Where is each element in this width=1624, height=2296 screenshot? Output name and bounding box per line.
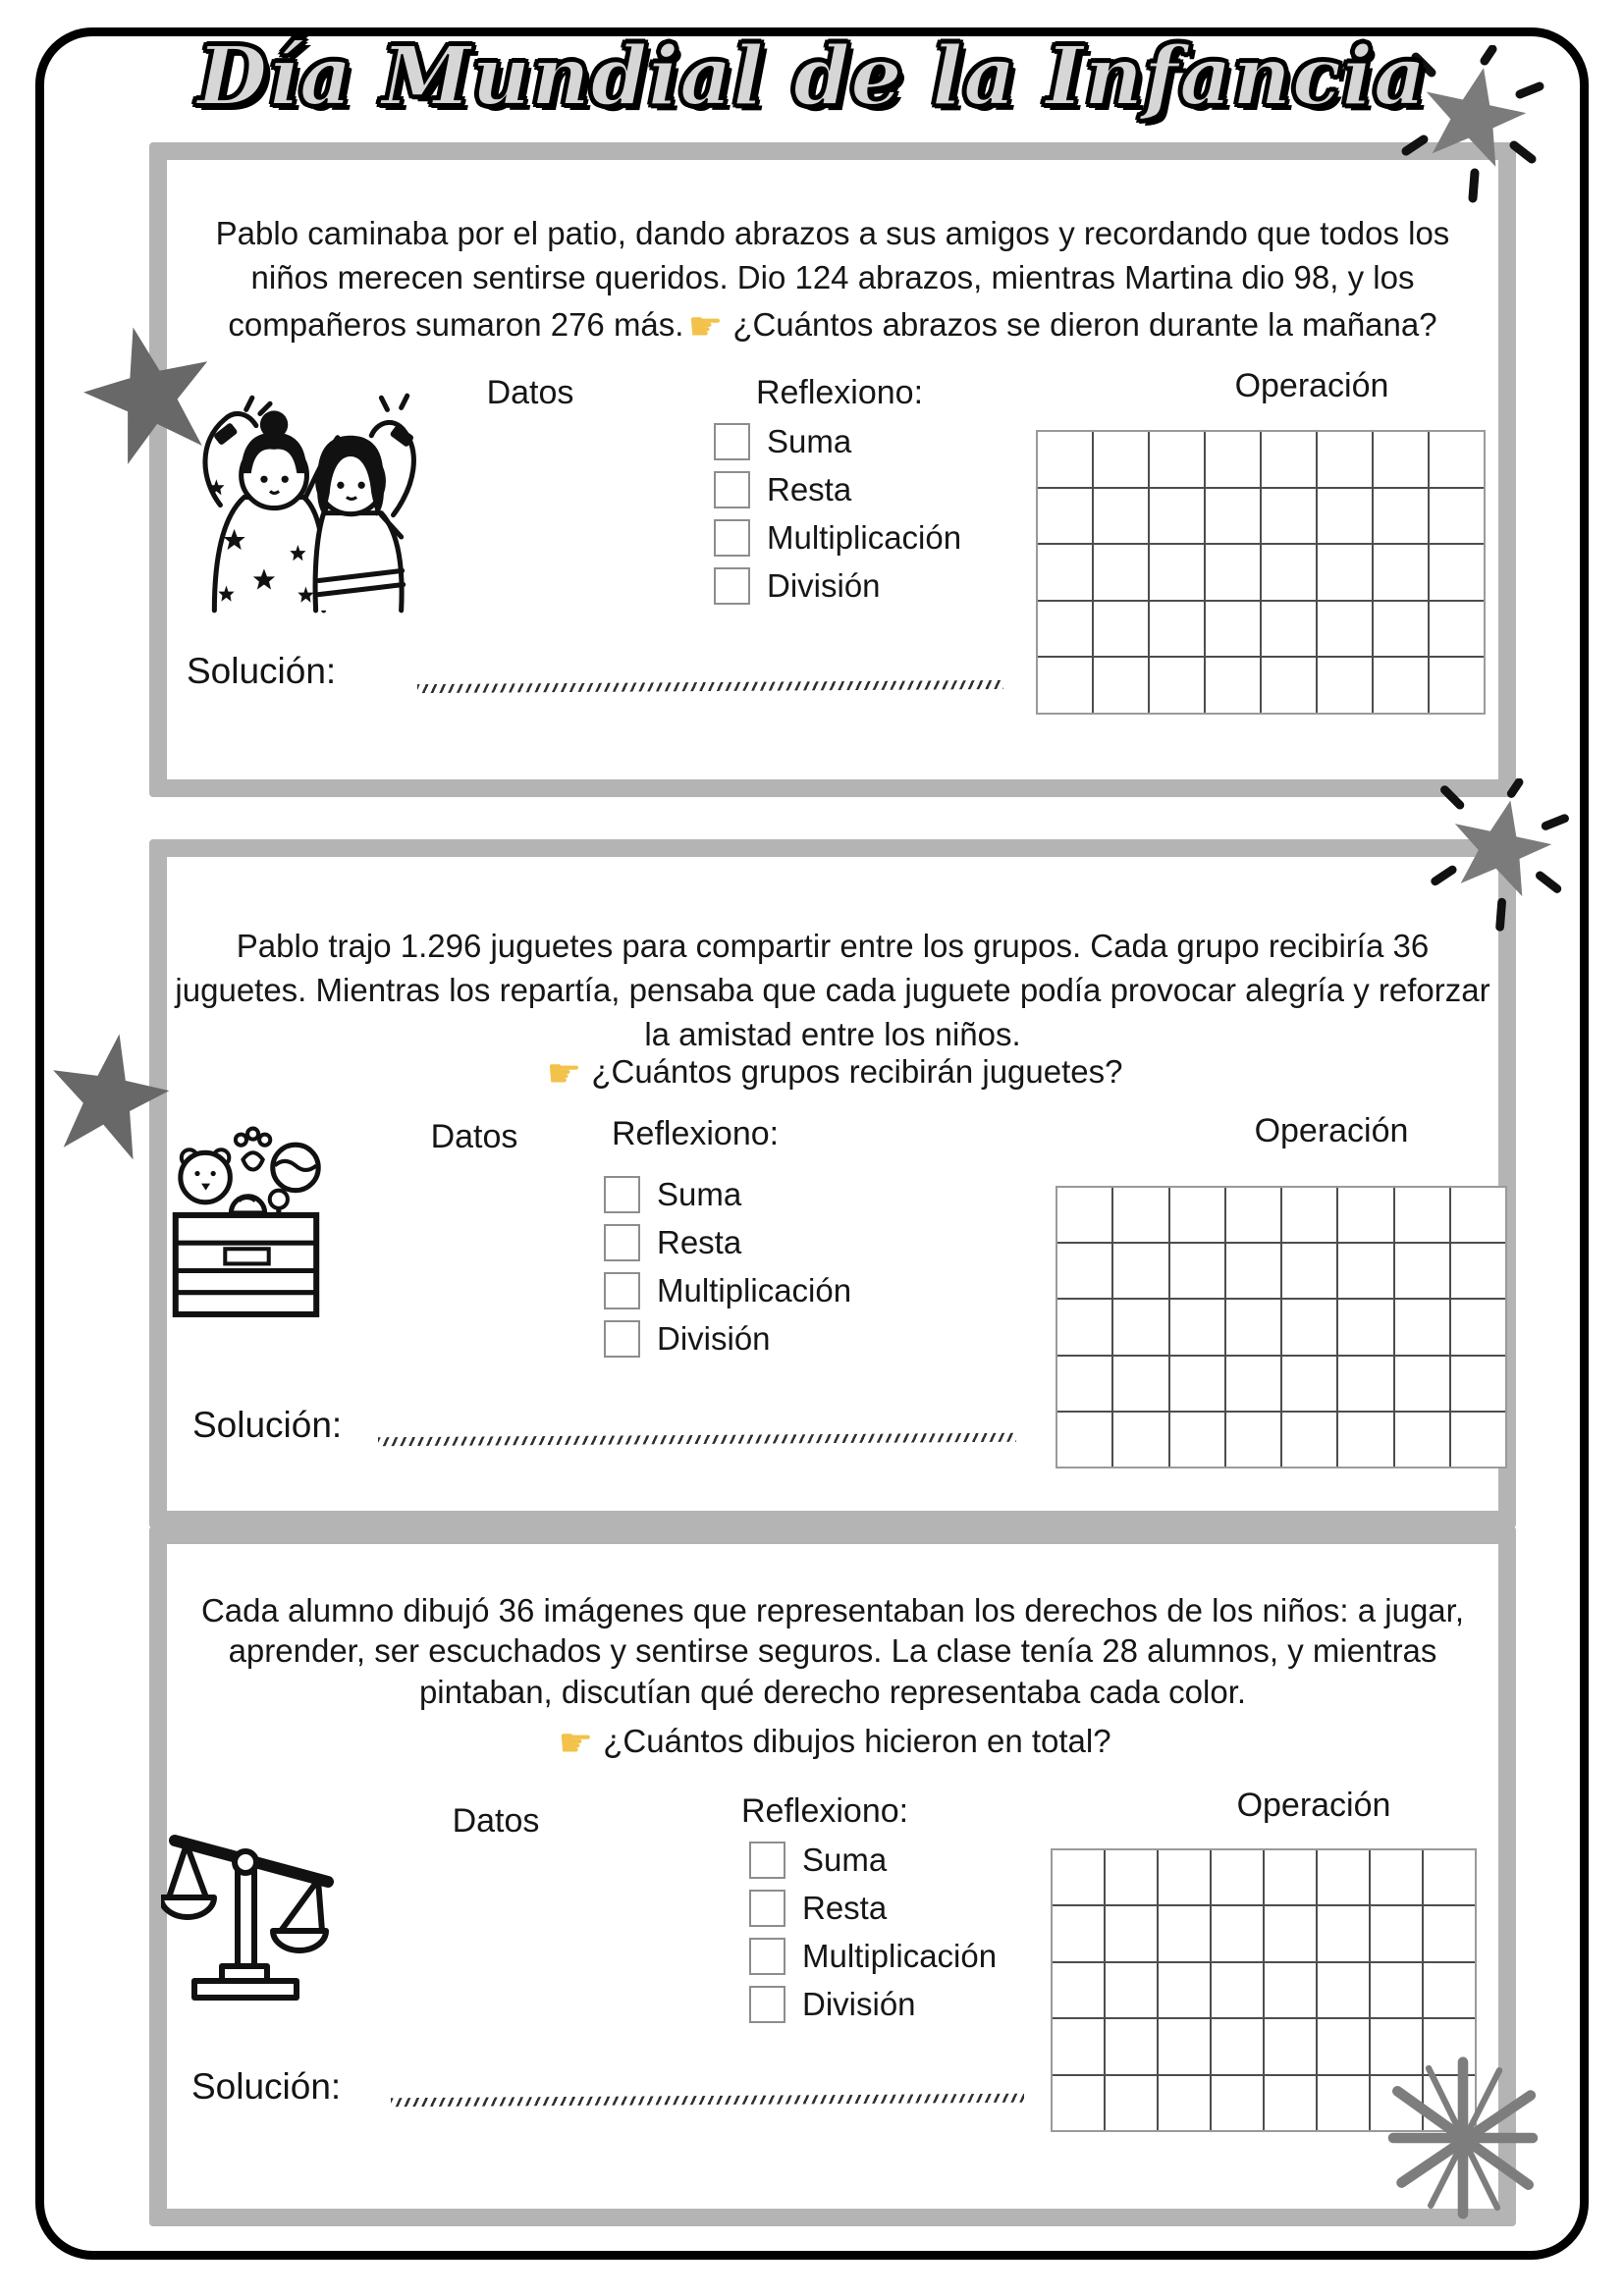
- operation-grid-cell[interactable]: [1159, 2019, 1210, 2073]
- checkbox-label-multiplicacion: Multiplicación: [767, 519, 962, 556]
- operation-grid-cell[interactable]: [1094, 489, 1148, 544]
- operation-grid-cell[interactable]: [1150, 432, 1204, 487]
- checkbox-suma[interactable]: [714, 423, 750, 460]
- operation-grid-cell[interactable]: [1282, 1188, 1336, 1242]
- operation-grid-cell[interactable]: [1057, 1357, 1111, 1411]
- operation-grid-cell[interactable]: [1038, 545, 1092, 600]
- operation-grid-cell[interactable]: [1212, 1906, 1263, 1960]
- operation-grid-cell[interactable]: [1395, 1188, 1449, 1242]
- operation-grid-cell[interactable]: [1430, 489, 1484, 544]
- operation-grid-cell[interactable]: [1395, 1413, 1449, 1467]
- operation-grid-cell[interactable]: [1262, 432, 1316, 487]
- operation-grid-cell[interactable]: [1170, 1244, 1224, 1298]
- checkbox-multiplicacion[interactable]: [604, 1272, 640, 1309]
- operation-grid-cell[interactable]: [1374, 432, 1428, 487]
- operation-grid-cell[interactable]: [1170, 1413, 1224, 1467]
- reflexiono-label: Reflexiono:: [741, 1792, 909, 1830]
- operation-grid-cell[interactable]: [1106, 1850, 1157, 1904]
- operation-grid-cell[interactable]: [1094, 602, 1148, 657]
- operation-grid-cell[interactable]: [1265, 1906, 1316, 1960]
- operation-grid-cell[interactable]: [1159, 2076, 1210, 2130]
- datos-label: Datos: [430, 1118, 518, 1155]
- operation-grid-cell[interactable]: [1265, 1850, 1316, 1904]
- reflexiono-label: Reflexiono:: [755, 374, 924, 411]
- operation-grid-cell[interactable]: [1262, 545, 1316, 600]
- checkbox-label-division: División: [767, 567, 881, 604]
- reflexiono-label: Reflexiono:: [612, 1115, 780, 1152]
- page-title: Día Mundial de la Infancia: [196, 29, 1428, 124]
- operation-grid-cell[interactable]: [1170, 1357, 1224, 1411]
- problem-question: ¿Cuántos grupos recibirán juguetes?: [591, 1053, 1123, 1090]
- checkbox-label-suma: Suma: [767, 423, 852, 459]
- operation-grid-cell[interactable]: [1159, 1906, 1210, 1960]
- operation-grid-cell[interactable]: [1318, 2019, 1369, 2073]
- operation-grid-cell[interactable]: [1038, 658, 1092, 713]
- operation-grid-cell[interactable]: [1318, 2076, 1369, 2130]
- operation-grid-cell[interactable]: [1282, 1244, 1336, 1298]
- operation-grid-cell[interactable]: [1150, 658, 1204, 713]
- operation-grid-cell[interactable]: [1053, 1850, 1104, 1904]
- operation-grid-cell[interactable]: [1374, 602, 1428, 657]
- operation-grid-cell[interactable]: [1318, 489, 1372, 544]
- checkbox-label-resta: Resta: [802, 1890, 888, 1926]
- pointing-hand-icon: ☛: [558, 1721, 594, 1766]
- operation-grid-cell[interactable]: [1159, 1963, 1210, 2017]
- operation-grid-cell[interactable]: [1226, 1300, 1280, 1354]
- operation-grid-cell[interactable]: [1371, 1850, 1422, 1904]
- checkbox-multiplicacion[interactable]: [714, 519, 750, 557]
- operation-grid-cell[interactable]: [1430, 658, 1484, 713]
- checkbox-label-division: División: [657, 1320, 771, 1357]
- operation-grid-cell[interactable]: [1150, 545, 1204, 600]
- problem-question-line: [175, 1051, 1490, 1096]
- operation-grid-cell[interactable]: [1094, 658, 1148, 713]
- problem-text: Pablo trajo 1.296 juguetes para compartir entre los grupos. Cada grupo recibiría 36 juguetes. Mientras los repartía, pensaba que cada juguete podía provocar alegría y reforzar la amistad entre los niños.: [175, 928, 1490, 1052]
- checkbox-label-division: División: [802, 1986, 916, 2022]
- operation-grid-cell[interactable]: [1424, 1906, 1475, 1960]
- checkbox-label-suma: Suma: [657, 1176, 742, 1212]
- operation-grid-cell[interactable]: [1113, 1188, 1167, 1242]
- checkbox-label-resta: Resta: [767, 471, 852, 507]
- checkbox-label-suma: Suma: [802, 1842, 888, 1878]
- operation-grid-cell[interactable]: [1113, 1357, 1167, 1411]
- operation-grid-cell[interactable]: [1451, 1244, 1505, 1298]
- solution-line[interactable]: [378, 1433, 1016, 1447]
- operation-grid-cell[interactable]: [1212, 2076, 1263, 2130]
- operation-grid-cell[interactable]: [1338, 1244, 1392, 1298]
- operation-grid-cell[interactable]: [1053, 2019, 1104, 2073]
- operation-grid-cell[interactable]: [1170, 1300, 1224, 1354]
- operation-grid-cell[interactable]: [1451, 1413, 1505, 1467]
- checkbox-resta[interactable]: [749, 1890, 785, 1927]
- operation-grid-cell[interactable]: [1282, 1300, 1336, 1354]
- operation-grid-cell[interactable]: [1053, 2076, 1104, 2130]
- operation-grid-cell[interactable]: [1338, 1188, 1392, 1242]
- operation-grid-cell[interactable]: [1424, 1850, 1475, 1904]
- datos-label: Datos: [486, 374, 574, 411]
- children-heart-arms-illustration: [187, 384, 430, 617]
- reflexiono-checkboxes: [604, 1176, 851, 1368]
- operation-grid-cell[interactable]: [1424, 1963, 1475, 2017]
- operacion-label: Operación: [1234, 367, 1389, 404]
- operation-grid-cell[interactable]: [1318, 602, 1372, 657]
- starburst-icon: [1375, 2050, 1551, 2226]
- operation-grid-cell[interactable]: [1374, 545, 1428, 600]
- operation-grid-cell[interactable]: [1318, 658, 1372, 713]
- operation-grid-cell[interactable]: [1212, 2019, 1263, 2073]
- operation-grid-cell[interactable]: [1206, 432, 1260, 487]
- balance-scale-illustration: [161, 1811, 357, 2007]
- checkbox-division[interactable]: [604, 1320, 640, 1358]
- problem-question: ¿Cuántos dibujos hicieron en total?: [603, 1723, 1111, 1759]
- operation-grid-cell[interactable]: [1206, 658, 1260, 713]
- operation-grid-cell[interactable]: [1094, 545, 1148, 600]
- checkbox-suma[interactable]: [749, 1842, 785, 1879]
- operation-grid-cell[interactable]: [1057, 1188, 1111, 1242]
- operation-grid-cell[interactable]: [1038, 432, 1092, 487]
- pointing-hand-icon: ☛: [546, 1051, 582, 1096]
- checkbox-division[interactable]: [714, 567, 750, 605]
- operation-grid-cell[interactable]: [1057, 1244, 1111, 1298]
- operacion-label: Operación: [1254, 1112, 1409, 1149]
- checkbox-suma[interactable]: [604, 1176, 640, 1213]
- operation-grid-cell[interactable]: [1212, 1963, 1263, 2017]
- operacion-label: Operación: [1236, 1787, 1391, 1824]
- operation-grid-cell[interactable]: [1430, 545, 1484, 600]
- operation-grid-cell[interactable]: [1226, 1357, 1280, 1411]
- operation-grid-cell[interactable]: [1150, 602, 1204, 657]
- operation-grid-cell[interactable]: [1038, 489, 1092, 544]
- operation-grid-cell[interactable]: [1262, 489, 1316, 544]
- operation-grid-cell[interactable]: [1282, 1357, 1336, 1411]
- scribble-star-icon: [38, 1022, 178, 1176]
- problem-card-1: [149, 142, 1516, 797]
- operation-grid-cell[interactable]: [1371, 1963, 1422, 2017]
- operation-grid-cell[interactable]: [1038, 602, 1092, 657]
- problem-question: ¿Cuántos abrazos se dieron durante la mañana?: [732, 305, 1437, 343]
- operation-grid-cell[interactable]: [1053, 1963, 1104, 2017]
- operation-grid-cell[interactable]: [1338, 1300, 1392, 1354]
- operation-grid-cell[interactable]: [1226, 1188, 1280, 1242]
- operation-grid-cell[interactable]: [1395, 1300, 1449, 1354]
- operation-grid-cell[interactable]: [1106, 1906, 1157, 1960]
- pointing-hand-icon: ☛: [687, 303, 724, 349]
- operation-grid-cell[interactable]: [1430, 432, 1484, 487]
- operation-grid-cell[interactable]: [1374, 658, 1428, 713]
- checkbox-multiplicacion[interactable]: [749, 1938, 785, 1975]
- reflexiono-checkboxes: [714, 423, 961, 615]
- operation-grid-cell[interactable]: [1318, 432, 1372, 487]
- operation-grid-cell[interactable]: [1206, 602, 1260, 657]
- checkbox-label-multiplicacion: Multiplicación: [657, 1272, 852, 1308]
- operation-grid: [1056, 1186, 1507, 1468]
- operation-grid-cell[interactable]: [1113, 1300, 1167, 1354]
- problem-card-3: [149, 1526, 1516, 2226]
- operation-grid-cell[interactable]: [1451, 1357, 1505, 1411]
- operation-grid-cell[interactable]: [1338, 1413, 1392, 1467]
- solucion-label: Solución:: [191, 2066, 342, 2107]
- operation-grid-cell[interactable]: [1395, 1244, 1449, 1298]
- operation-grid-cell[interactable]: [1106, 1963, 1157, 2017]
- checkbox-resta[interactable]: [714, 471, 750, 508]
- operation-grid-cell[interactable]: [1106, 2076, 1157, 2130]
- operation-grid-cell[interactable]: [1212, 1850, 1263, 1904]
- operation-grid-cell[interactable]: [1206, 489, 1260, 544]
- operation-grid-cell[interactable]: [1318, 1850, 1369, 1904]
- operation-grid-cell[interactable]: [1338, 1357, 1392, 1411]
- checkbox-division[interactable]: [749, 1986, 785, 2023]
- operation-grid-cell[interactable]: [1159, 1850, 1210, 1904]
- operation-grid-cell[interactable]: [1170, 1188, 1224, 1242]
- operation-grid-cell[interactable]: [1094, 432, 1148, 487]
- operation-grid-cell[interactable]: [1451, 1188, 1505, 1242]
- solucion-label: Solución:: [192, 1405, 343, 1445]
- toy-box-illustration: [169, 1124, 324, 1322]
- problem-question-line: [175, 1721, 1490, 1766]
- checkbox-label-resta: Resta: [657, 1224, 742, 1260]
- operation-grid-cell[interactable]: [1150, 489, 1204, 544]
- operation-grid-cell[interactable]: [1430, 602, 1484, 657]
- checkbox-resta[interactable]: [604, 1224, 640, 1261]
- solution-line[interactable]: [417, 680, 1003, 693]
- operation-grid-cell[interactable]: [1395, 1357, 1449, 1411]
- operation-grid-cell[interactable]: [1318, 545, 1372, 600]
- operation-grid-cell[interactable]: [1226, 1413, 1280, 1467]
- solucion-label: Solución:: [187, 651, 337, 691]
- reflexiono-checkboxes: [749, 1842, 997, 2034]
- checkbox-label-multiplicacion: Multiplicación: [802, 1938, 998, 1974]
- problem-text: [175, 212, 1490, 353]
- operation-grid-cell[interactable]: [1053, 1906, 1104, 1960]
- operation-grid-cell[interactable]: [1318, 1963, 1369, 2017]
- operation-grid-cell[interactable]: [1265, 2076, 1316, 2130]
- operation-grid-cell[interactable]: [1226, 1244, 1280, 1298]
- sparkle-star-icon: [1419, 778, 1591, 935]
- operation-grid: [1036, 430, 1486, 715]
- operation-grid-cell[interactable]: [1057, 1413, 1111, 1467]
- operation-grid-cell[interactable]: [1318, 1906, 1369, 1960]
- operation-grid-cell[interactable]: [1451, 1300, 1505, 1354]
- operation-grid-cell[interactable]: [1106, 2019, 1157, 2073]
- problem-text: Cada alumno dibujó 36 imágenes que representaban los derechos de los niños: a jugar, aprender, ser escuchados y sentirse seguros. La clase tenía 28 alumnos, y mientras pintaban, discutían qué derecho representaba cada color.: [200, 1592, 1465, 1710]
- operation-grid-cell[interactable]: [1113, 1413, 1167, 1467]
- operation-grid-cell[interactable]: [1282, 1413, 1336, 1467]
- datos-label: Datos: [452, 1802, 540, 1840]
- operation-grid-cell[interactable]: [1265, 2019, 1316, 2073]
- operation-grid-cell[interactable]: [1206, 545, 1260, 600]
- operation-grid-cell[interactable]: [1262, 658, 1316, 713]
- operation-grid-cell[interactable]: [1371, 1906, 1422, 1960]
- solution-line[interactable]: [391, 2094, 1024, 2108]
- problem-card-2: [149, 839, 1516, 1528]
- problem-statement: Pablo caminaba por el patio, dando abrazos a sus amigos y recordando que todos los niños merecen sentirse queridos. Dio 124 abrazos, mientras Martina dio 98, y los compañeros sumaron 276 más.: [215, 215, 1450, 343]
- operation-grid-cell[interactable]: [1057, 1300, 1111, 1354]
- operation-grid-cell[interactable]: [1113, 1244, 1167, 1298]
- operation-grid-cell[interactable]: [1262, 602, 1316, 657]
- operation-grid-cell[interactable]: [1265, 1963, 1316, 2017]
- operation-grid-cell[interactable]: [1374, 489, 1428, 544]
